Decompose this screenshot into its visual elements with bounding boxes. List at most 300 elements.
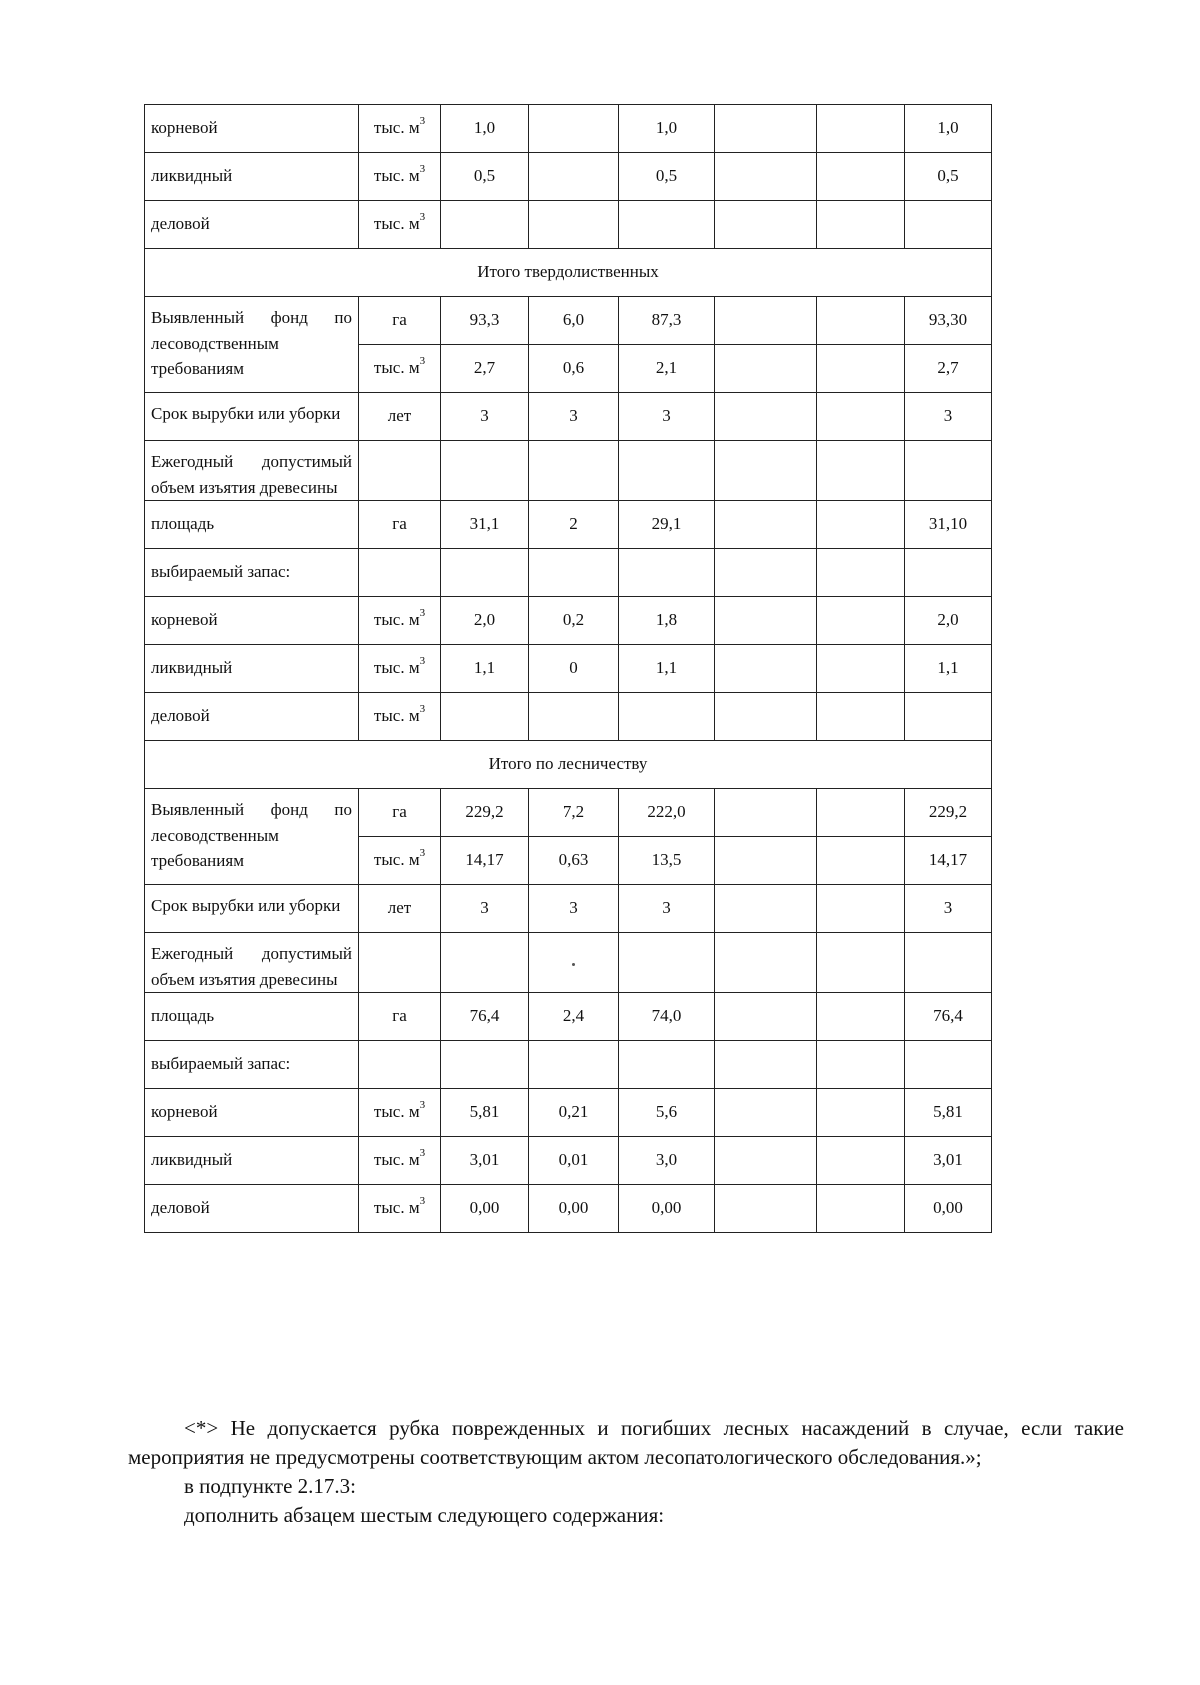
value-cell [715,645,817,693]
value-cell [529,393,619,441]
value-cell [715,837,817,885]
section-title [145,249,992,297]
cell-value: 0,6 [562,358,585,377]
empty-cell [359,441,441,501]
cell-value: Ежегодный допустимый объем изъятия древесины [151,452,352,497]
cell-value: га [392,310,407,329]
empty-cell [529,549,619,597]
cell-value: 2,1 [655,358,678,377]
cell-value: 76,4 [469,1006,500,1025]
value-cell [905,789,992,837]
cell-value: 2,7 [937,358,959,377]
unit-superscript: 3 [419,163,426,176]
cell-value: 6,0 [562,310,585,329]
value-cell [529,1089,619,1137]
value-cell [529,885,619,933]
empty-cell [905,1041,992,1089]
table-row [145,153,992,201]
stray-mark [572,963,575,966]
row-label [145,885,359,933]
cell-value: 14,17 [465,850,504,869]
value-cell [619,885,715,933]
value-cell [529,993,619,1041]
cell-value: га [392,514,407,533]
cell-value: 222,0 [647,802,686,821]
value-cell [715,105,817,153]
cell-value: 2,0 [473,610,496,629]
row-label [145,297,359,393]
unit-superscript: 3 [419,847,426,860]
value-cell [817,201,905,249]
cell-value: 1,1 [937,658,959,677]
cell-value: 93,30 [928,310,968,329]
unit-text: тыс. м [373,214,420,233]
cell-value: 0,5 [473,166,496,185]
empty-cell [905,441,992,501]
value-cell [905,153,992,201]
value-cell [619,1089,715,1137]
cell-value: Срок вырубки или уборки [151,896,341,915]
value-cell [905,885,992,933]
value-cell [441,597,529,645]
value-cell [715,1137,817,1185]
table-row [145,933,992,993]
unit-cell [359,993,441,1041]
value-cell [817,393,905,441]
cell-value: 0 [569,658,578,677]
cell-value: 3,0 [655,1150,678,1169]
table-row [145,789,992,837]
value-cell [441,993,529,1041]
table-row [145,393,992,441]
cell-value: 93,3 [469,310,500,329]
value-cell [619,201,715,249]
value-cell [619,693,715,741]
unit-cell [359,393,441,441]
unit-text: тыс. м [373,706,420,725]
row-label [145,1041,359,1089]
cell-value: Выявленный фонд по лесоводственным требованиям [151,308,352,378]
table-row [145,549,992,597]
empty-cell [359,933,441,993]
row-label [145,153,359,201]
value-cell [817,297,905,345]
value-cell [817,501,905,549]
cell-value: 0,63 [558,850,589,869]
value-cell [619,645,715,693]
unit-text: тыс. м [373,658,420,677]
footnote-paragraph: <*> Не допускается рубка поврежденных и погибших лесных насаждений в случае, если такие мероприятия не предусмотрены соответствующим актом лесопатологического обследования.»; [128,1416,1124,1469]
value-cell [715,201,817,249]
table-row [145,693,992,741]
unit-superscript: 3 [419,703,426,716]
value-cell [529,153,619,201]
cell-value: 3,01 [469,1150,500,1169]
row-label [145,993,359,1041]
cell-value: 0,2 [562,610,585,629]
table-row [145,645,992,693]
unit-superscript: 3 [419,607,426,620]
cell-value: 0,00 [933,1198,963,1217]
cell-value: 2 [569,514,578,533]
table-row [145,597,992,645]
value-cell [529,837,619,885]
empty-cell [715,549,817,597]
cell-value: 5,6 [655,1102,678,1121]
unit-superscript: 3 [419,115,426,128]
value-cell [905,345,992,393]
table-row [145,993,992,1041]
table-row [145,249,992,297]
empty-cell [905,549,992,597]
value-cell [817,885,905,933]
table-row [145,741,992,789]
empty-cell [359,1041,441,1089]
unit-cell [359,345,441,393]
empty-cell [441,1041,529,1089]
row-label [145,501,359,549]
value-cell [715,1185,817,1233]
cell-value: 2,0 [937,610,959,629]
table-row [145,105,992,153]
unit-cell [359,885,441,933]
value-cell [441,789,529,837]
value-cell [905,597,992,645]
forest-data-table [144,104,992,1233]
cell-value: корневой [151,118,218,137]
cell-value: 1,0 [937,118,959,137]
unit-cell [359,105,441,153]
value-cell [441,1137,529,1185]
empty-cell [619,441,715,501]
table-row [145,297,992,345]
value-cell [905,1089,992,1137]
empty-cell [619,549,715,597]
table-row [145,1089,992,1137]
cell-value: 229,2 [928,802,968,821]
unit-cell [359,1185,441,1233]
value-cell [817,789,905,837]
value-cell [441,1185,529,1233]
value-cell [905,393,992,441]
value-cell [817,1089,905,1137]
empty-cell [529,441,619,501]
value-cell [619,393,715,441]
row-label [145,1185,359,1233]
unit-superscript: 3 [419,1195,426,1208]
cell-value: 2,7 [473,358,496,377]
value-cell [441,105,529,153]
unit-cell [359,645,441,693]
value-cell [715,693,817,741]
empty-cell [817,933,905,993]
cell-value: 5,81 [469,1102,500,1121]
row-label [145,201,359,249]
cell-value: деловой [151,1198,210,1217]
value-cell [905,105,992,153]
value-cell [619,597,715,645]
cell-value: 3 [662,406,671,425]
cell-value: 13,5 [651,850,682,869]
unit-cell [359,1137,441,1185]
unit-superscript: 3 [419,1099,426,1112]
value-cell [715,297,817,345]
cell-value: 1,0 [473,118,496,137]
unit-text: тыс. м [373,610,420,629]
value-cell [441,297,529,345]
unit-cell [359,501,441,549]
cell-value: 229,2 [465,802,504,821]
cell-value: 31,10 [928,514,968,533]
value-cell [905,693,992,741]
cell-value: деловой [151,706,210,725]
row-label [145,105,359,153]
value-cell [529,597,619,645]
subpoint-paragraph: в подпункте 2.17.3: [184,1474,356,1498]
unit-cell [359,693,441,741]
value-cell [441,885,529,933]
value-cell [619,345,715,393]
cell-value: 0,01 [558,1150,589,1169]
value-cell [441,1089,529,1137]
value-cell [441,345,529,393]
cell-value: 3 [569,406,578,425]
value-cell [619,1185,715,1233]
value-cell [715,789,817,837]
value-cell [529,345,619,393]
cell-value: 1,1 [655,658,678,677]
cell-value: ликвидный [151,166,233,185]
table-row [145,1185,992,1233]
cell-value: 1,0 [655,118,678,137]
empty-cell [359,549,441,597]
cell-value: Итого твердолиственных [477,262,659,281]
unit-cell [359,201,441,249]
cell-value: 2,4 [562,1006,585,1025]
table-row [145,441,992,501]
cell-value: 0,5 [937,166,959,185]
value-cell [715,153,817,201]
value-cell [529,105,619,153]
cell-value: 0,21 [558,1102,589,1121]
table-row [145,501,992,549]
value-cell [619,789,715,837]
value-cell [715,993,817,1041]
unit-cell [359,789,441,837]
unit-text: тыс. м [373,166,420,185]
cell-value: га [392,1006,407,1025]
row-label [145,645,359,693]
cell-value: 1,8 [655,610,678,629]
value-cell [905,837,992,885]
cell-value: 3 [943,898,953,917]
empty-cell [441,441,529,501]
row-label [145,441,359,501]
value-cell [905,201,992,249]
value-cell [441,393,529,441]
cell-value: 0,00 [558,1198,589,1217]
cell-value: площадь [151,514,215,533]
value-cell [905,645,992,693]
unit-cell [359,297,441,345]
value-cell [529,297,619,345]
empty-cell [441,549,529,597]
cell-value: 0,00 [469,1198,500,1217]
value-cell [817,693,905,741]
unit-cell [359,837,441,885]
empty-cell [817,1041,905,1089]
row-label [145,393,359,441]
value-cell [715,501,817,549]
cell-value: выбираемый запас: [151,562,291,581]
value-cell [817,345,905,393]
cell-value: корневой [151,1102,218,1121]
empty-cell [905,933,992,993]
cell-value: корневой [151,610,218,629]
empty-cell [441,933,529,993]
cell-value: 31,1 [469,514,500,533]
value-cell [715,1089,817,1137]
cell-value: 0,00 [651,1198,682,1217]
cell-value: лет [387,898,412,917]
value-cell [817,153,905,201]
value-cell [441,837,529,885]
section-title [145,741,992,789]
cell-value: 5,81 [933,1102,963,1121]
value-cell [529,1185,619,1233]
cell-value: 3 [943,406,953,425]
row-label [145,933,359,993]
row-label [145,549,359,597]
empty-cell [715,441,817,501]
value-cell [905,1137,992,1185]
cell-value: Срок вырубки или уборки [151,404,341,423]
unit-superscript: 3 [419,211,426,224]
cell-value: 74,0 [651,1006,682,1025]
value-cell [619,993,715,1041]
value-cell [905,1185,992,1233]
document-text [128,1414,1124,1530]
table-row [145,201,992,249]
unit-text: тыс. м [373,1150,420,1169]
cell-value: ликвидный [151,1150,233,1169]
unit-cell [359,1089,441,1137]
cell-value: 87,3 [651,310,682,329]
value-cell [905,501,992,549]
unit-text: тыс. м [373,1198,420,1217]
cell-value: 3 [480,406,489,425]
unit-text: тыс. м [373,850,420,869]
cell-value: деловой [151,214,210,233]
row-label [145,597,359,645]
cell-value: 14,17 [928,850,968,869]
value-cell [529,201,619,249]
value-cell [619,1137,715,1185]
table-row [145,1041,992,1089]
value-cell [817,645,905,693]
value-cell [529,789,619,837]
value-cell [619,297,715,345]
table-row [145,885,992,933]
value-cell [529,501,619,549]
cell-value: га [392,802,407,821]
empty-cell [619,1041,715,1089]
value-cell [817,837,905,885]
row-label [145,1089,359,1137]
row-label [145,789,359,885]
unit-text: тыс. м [373,1102,420,1121]
unit-cell [359,597,441,645]
value-cell [619,105,715,153]
empty-cell [529,933,619,993]
empty-cell [715,1041,817,1089]
value-cell [817,105,905,153]
cell-value: выбираемый запас: [151,1054,291,1073]
cell-value: 3 [480,898,489,917]
value-cell [619,153,715,201]
cell-value: 76,4 [933,1006,963,1025]
unit-text: тыс. м [373,118,420,137]
value-cell [619,837,715,885]
row-label [145,693,359,741]
empty-cell [529,1041,619,1089]
value-cell [715,393,817,441]
cell-value: Итого по лесничеству [488,754,648,773]
unit-text: тыс. м [373,358,420,377]
row-label [145,1137,359,1185]
value-cell [715,885,817,933]
cell-value: 1,1 [473,658,496,677]
unit-superscript: 3 [419,355,426,368]
empty-cell [619,933,715,993]
value-cell [715,597,817,645]
value-cell [905,297,992,345]
value-cell [441,693,529,741]
value-cell [817,993,905,1041]
value-cell [905,993,992,1041]
value-cell [817,1137,905,1185]
empty-cell [817,441,905,501]
cell-value: 3 [569,898,578,917]
cell-value: 29,1 [651,514,682,533]
cell-value: 0,5 [655,166,678,185]
cell-value: площадь [151,1006,215,1025]
value-cell [441,501,529,549]
value-cell [529,645,619,693]
empty-cell [817,549,905,597]
value-cell [817,597,905,645]
table-row [145,1137,992,1185]
unit-superscript: 3 [419,1147,426,1160]
value-cell [817,1185,905,1233]
value-cell [619,501,715,549]
value-cell [529,693,619,741]
addition-paragraph: дополнить абзацем шестым следующего содержания: [184,1503,665,1527]
value-cell [441,153,529,201]
cell-value: Выявленный фонд по лесоводственным требованиям [151,800,352,870]
empty-cell [715,933,817,993]
value-cell [529,1137,619,1185]
cell-value: 3 [662,898,671,917]
unit-superscript: 3 [419,655,426,668]
cell-value: Ежегодный допустимый объем изъятия древесины [151,944,352,989]
value-cell [715,345,817,393]
value-cell [441,201,529,249]
value-cell [441,645,529,693]
unit-cell [359,153,441,201]
cell-value: 7,2 [562,802,585,821]
cell-value: лет [387,406,412,425]
